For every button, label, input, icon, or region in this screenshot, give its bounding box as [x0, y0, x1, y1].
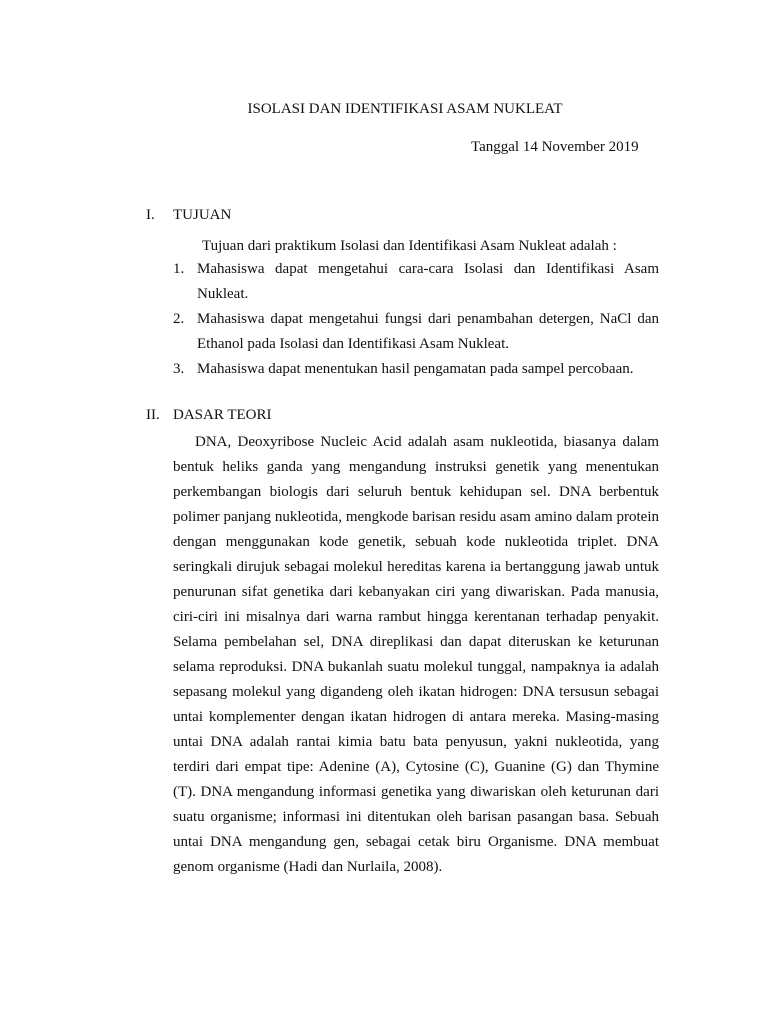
document-date: Tanggal 14 November 2019: [471, 139, 639, 155]
goal-item-number: 3.: [173, 361, 185, 377]
section-1-intro: Tujuan dari praktikum Isolasi dan Identifikasi Asam Nukleat adalah :: [202, 238, 617, 254]
goal-item-number: 2.: [173, 311, 185, 327]
section-2-heading: DASAR TEORI: [173, 407, 272, 423]
document-title: ISOLASI DAN IDENTIFIKASI ASAM NUKLEAT: [247, 101, 563, 117]
goal-item: [173, 307, 659, 357]
goal-item: [173, 357, 659, 382]
section-1-number: I.: [146, 207, 155, 223]
section-1-heading: TUJUAN: [173, 207, 232, 223]
goal-item: [173, 257, 659, 307]
goal-item-text: Mahasiswa dapat mengetahui cara-cara Isolasi dan Identifikasi Asam Nukleat.: [197, 261, 659, 302]
goal-item-number: 1.: [173, 261, 185, 277]
goals-list: [173, 257, 659, 382]
theory-paragraph: DNA, Deoxyribose Nucleic Acid adalah asam nukleotida, biasanya dalam bentuk heliks ganda yang mengandung instruksi genetik yang menentukan perkembangan biologis dari seluruh bentuk kehidupan sel. DNA berbentuk polimer panjang nukleotida, mengkode barisan residu asam amino dalam protein dengan menggunakan kode genetik, sebuah kode nukleotida triplet. DNA seringkali dirujuk sebagai molekul hereditas karena ia bertanggung jawab untuk penurunan sifat genetika dari kebanyakan ciri yang diwariskan. Pada manusia, ciri-ciri ini misalnya dari warna rambut hingga kerentanan terhadap penyakit. Selama pembelahan sel, DNA direplikasi dan dapat diteruskan ke keturunan selama reproduksi. DNA bukanlah suatu molekul tunggal, nampaknya ia adalah sepasang molekul yang digandeng oleh ikatan hidrogen: DNA tersusun sebagai untai komplementer dengan ikatan hidrogen di antara mereka. Masing-masing untai DNA adalah rantai kimia batu bata penyusun, yakni nukleotida, yang terdiri dari empat tipe: Adenine (A), Cytosine (C), Guanine (G) dan Thymine (T). DNA mengandung informasi genetika yang diwariskan oleh keturunan dari suatu organisme; informasi ini ditentukan oleh barisan pasangan basa. Sebuah untai DNA mengandung gen, sebagai cetak biru Organisme. DNA membuat genom organisme (Hadi dan Nurlaila, 2008).: [173, 434, 659, 875]
goal-item-text: Mahasiswa dapat mengetahui fungsi dari penambahan detergen, NaCl dan Ethanol pada Isolasi dan Identifikasi Asam Nukleat.: [197, 311, 659, 352]
goal-item-text: Mahasiswa dapat menentukan hasil pengamatan pada sampel percobaan.: [197, 361, 634, 377]
section-2-number: II.: [146, 407, 160, 423]
